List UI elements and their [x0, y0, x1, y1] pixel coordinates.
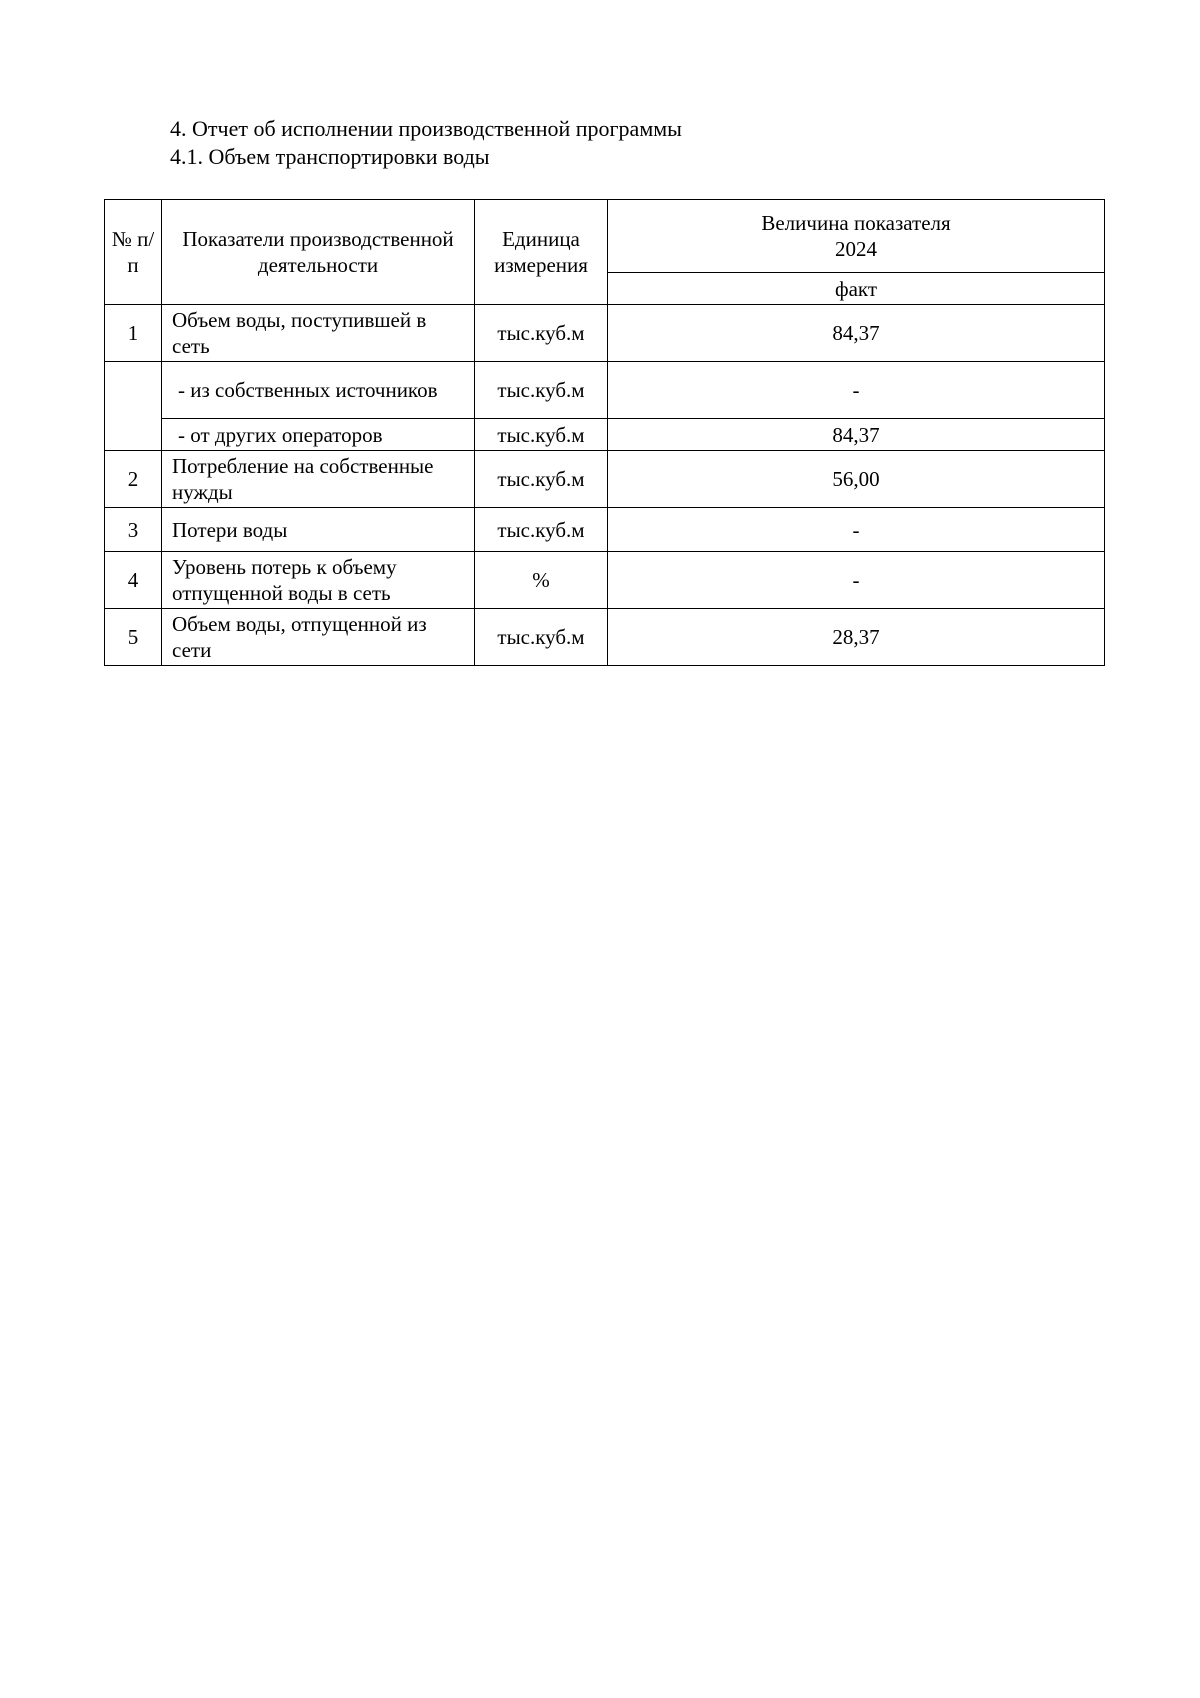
header-value-title: Величина показателя — [761, 211, 951, 235]
row-value: 84,37 — [608, 305, 1105, 362]
row-num — [105, 362, 162, 451]
row-indicator: Уровень потерь к объему отпущенной воды в сеть — [162, 552, 475, 609]
row-indicator-text: - от других операторов — [178, 422, 383, 447]
table-row — [105, 305, 1105, 362]
table-header-row — [105, 200, 1105, 273]
row-indicator: Потери воды — [162, 508, 475, 552]
table-row — [105, 609, 1105, 666]
table-row — [105, 552, 1105, 609]
row-unit: тыс.куб.м — [475, 451, 608, 508]
row-value: 56,00 — [608, 451, 1105, 508]
row-num: 5 — [105, 609, 162, 666]
row-indicator: Объем воды, поступившей в сеть — [162, 305, 475, 362]
table-row — [105, 419, 1105, 451]
row-unit: тыс.куб.м — [475, 508, 608, 552]
row-indicator — [162, 362, 475, 419]
header-fact: факт — [608, 273, 1105, 305]
table-row — [105, 451, 1105, 508]
row-unit: тыс.куб.м — [475, 362, 608, 419]
row-value: 28,37 — [608, 609, 1105, 666]
section-heading: 4. Отчет об исполнении производственной программы — [170, 116, 682, 141]
row-num: 3 — [105, 508, 162, 552]
row-unit: тыс.куб.м — [475, 609, 608, 666]
row-num: 2 — [105, 451, 162, 508]
header-year: 2024 — [835, 237, 877, 261]
row-value: - — [608, 552, 1105, 609]
row-indicator: Потребление на собственные нужды — [162, 451, 475, 508]
table-row — [105, 508, 1105, 552]
row-value: - — [608, 362, 1105, 419]
row-unit: тыс.куб.м — [475, 305, 608, 362]
header-unit: Единица измерения — [475, 200, 608, 305]
row-num: 1 — [105, 305, 162, 362]
header-value — [608, 200, 1105, 273]
row-indicator: Объем воды, отпущенной из сети — [162, 609, 475, 666]
row-num: 4 — [105, 552, 162, 609]
header-indicator: Показатели производственной деятельности — [162, 200, 475, 305]
water-transport-table — [104, 199, 1105, 666]
row-value: - — [608, 508, 1105, 552]
row-value: 84,37 — [608, 419, 1105, 451]
subsection-heading: 4.1. Объем транспортировки воды — [170, 144, 490, 169]
row-indicator-text: - из собственных источников — [178, 378, 438, 402]
table-row — [105, 362, 1105, 419]
header-num: № п/п — [105, 200, 162, 305]
row-unit: % — [475, 552, 608, 609]
row-indicator — [162, 419, 475, 451]
row-unit: тыс.куб.м — [475, 419, 608, 451]
